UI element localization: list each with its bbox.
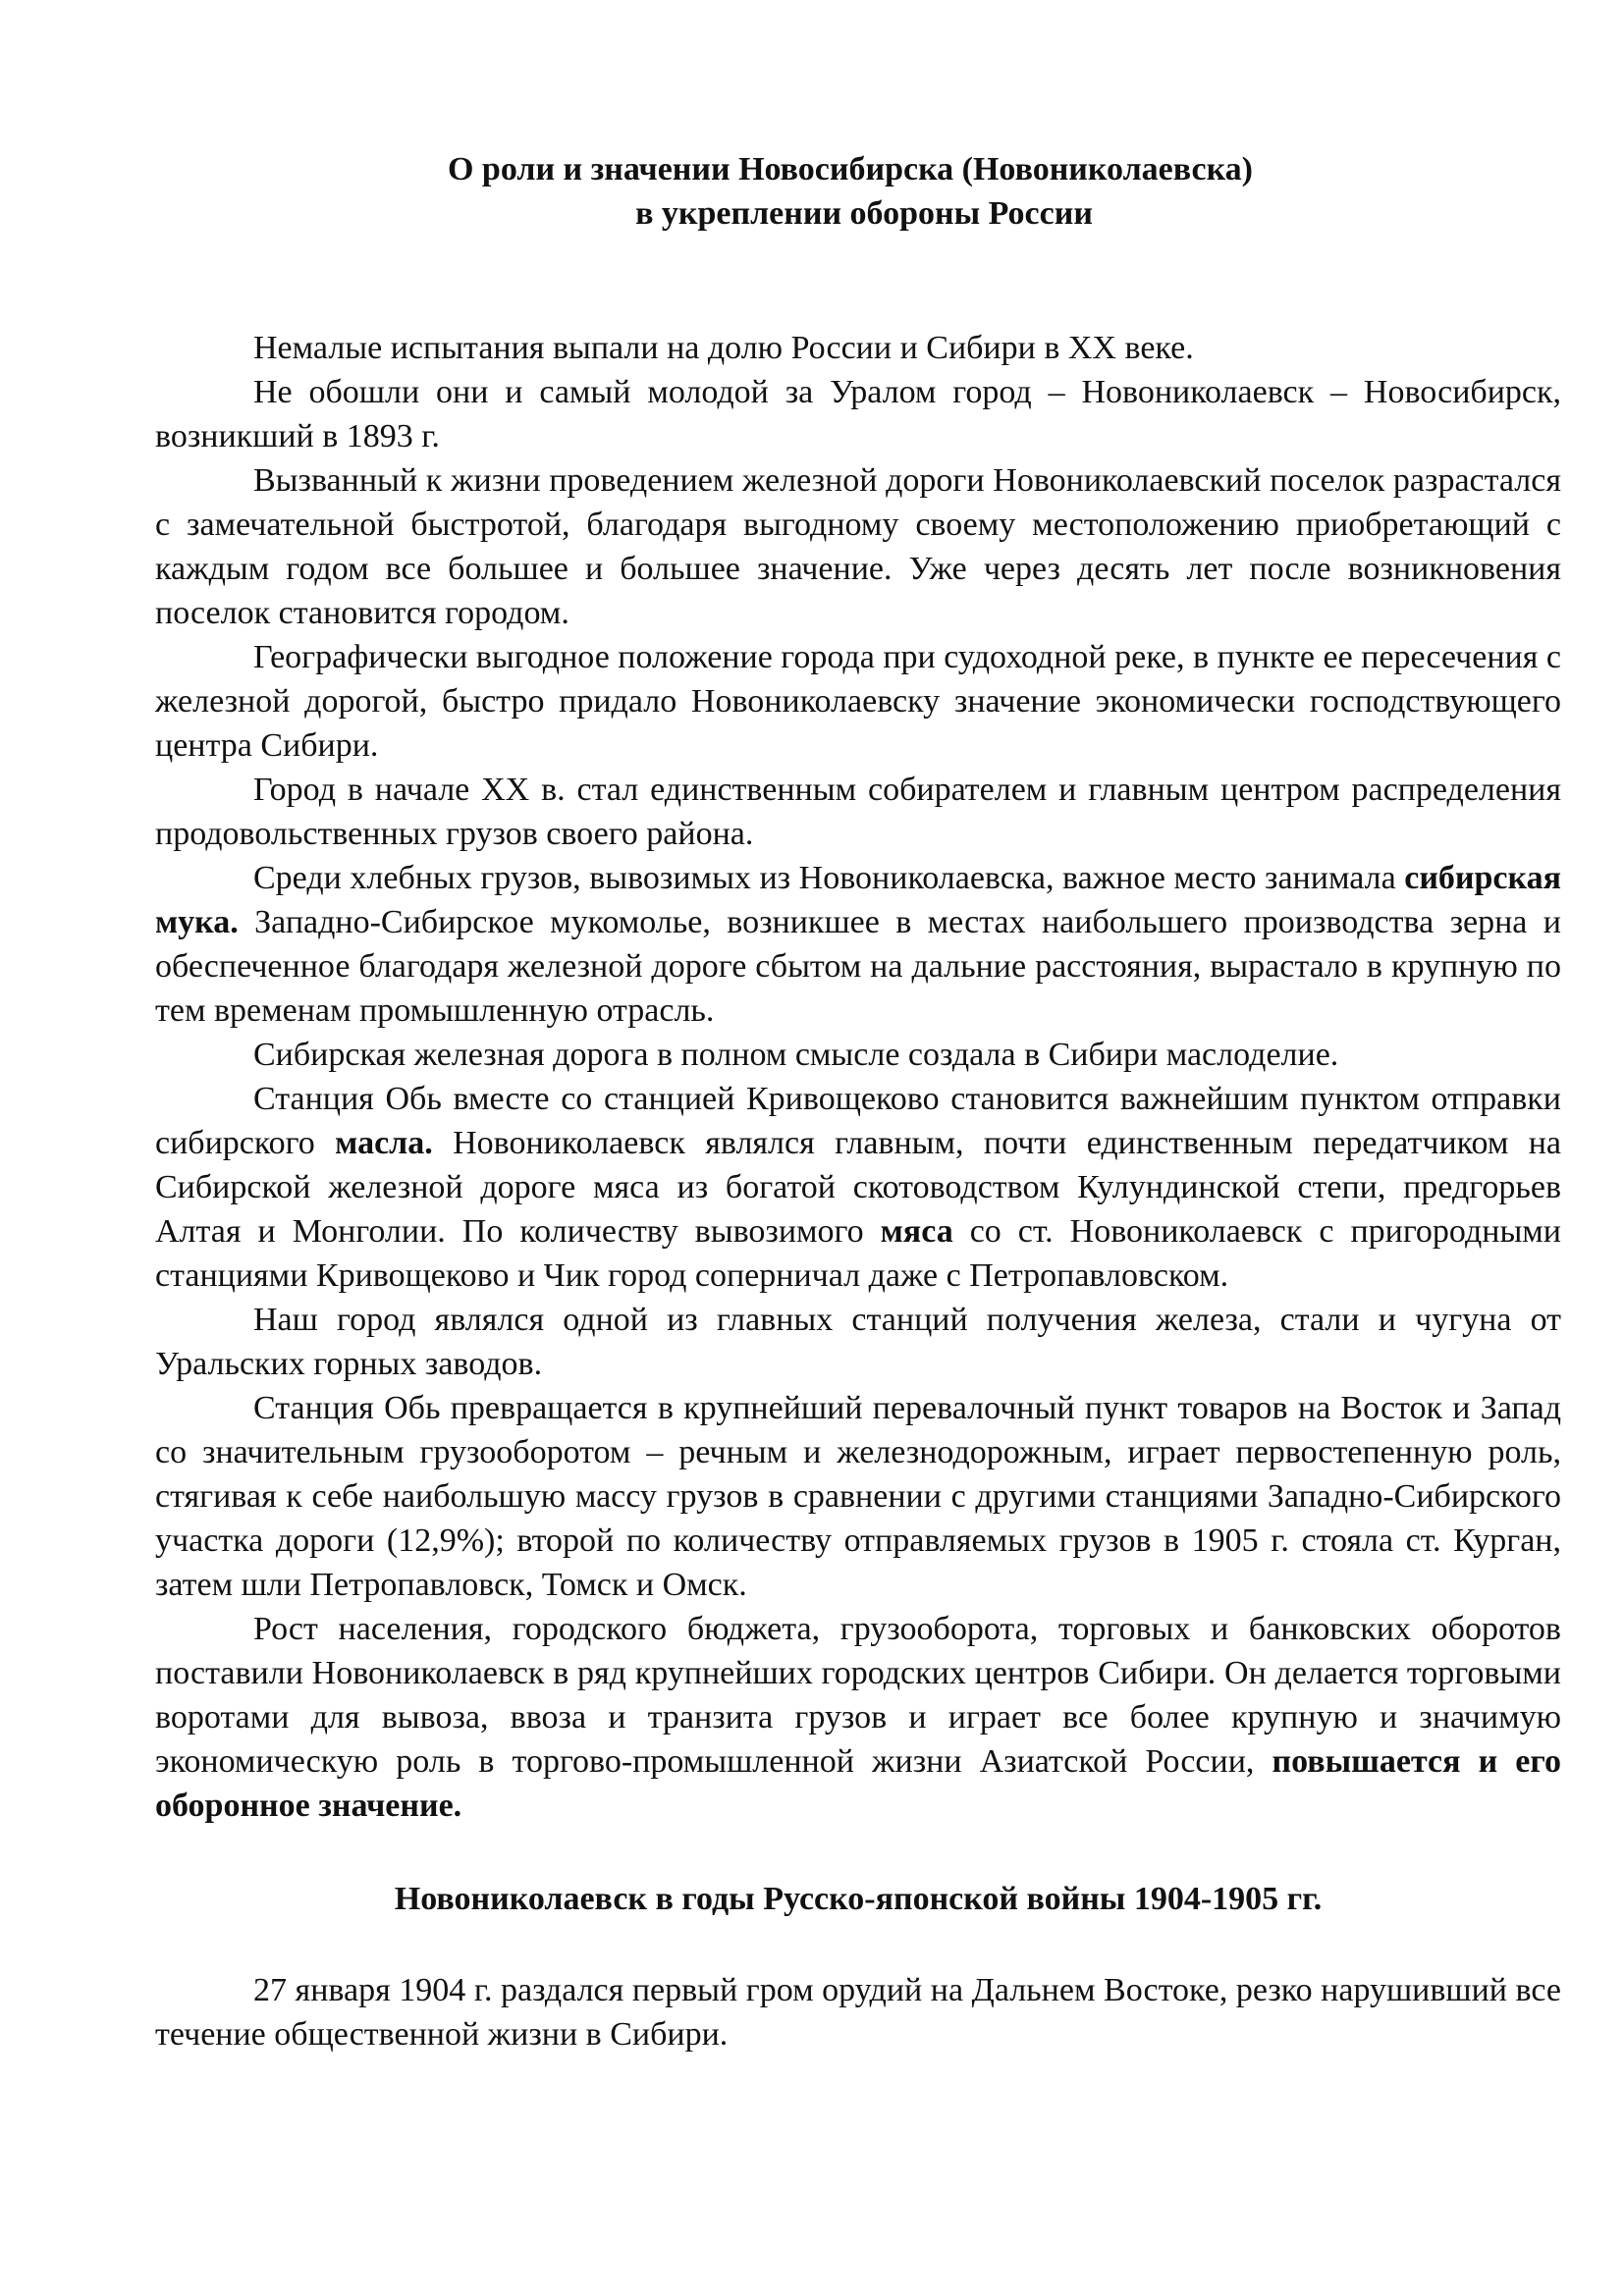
section-heading: Новониколаевск в годы Русско-японской войны 1904-1905 гг. (394, 1881, 1323, 1917)
paragraph-text: Вызванный к жизни проведением железной дороги Новониколаевский поселок разрастался с замечательной быстротой, благодаря выгодному своему местоположению приобретающий с каждым годом все большее и большее значение. Уже через десять лет после возникновения поселок становится городом. (155, 462, 1561, 631)
paragraph (155, 856, 1561, 1033)
paragraph (155, 1077, 1561, 1298)
paragraph-text: со ст. Новониколаевск с пригородными станциями Кривощеково и Чик город соперничал даже с Петропавловском. (155, 1213, 1562, 1294)
paragraph-text: 27 января 1904 г. раздался первый гром орудий на Дальнем Востоке, резко нарушивший все течение общественной жизни в Сибири. (155, 1972, 1561, 2053)
paragraph-text: Рост населения, городского бюджета, грузооборота, торговых и банковских оборотов поставили Новониколаевск в ряд крупнейших городских центров Сибири. Он делается торговыми воротами для вывоза, ввоза и транзита грузов и играет все более крупную и значимую экономическую роль в торгово-промышленной жизни Азиатской России, (155, 1611, 1561, 1780)
paragraph (155, 635, 1561, 768)
emphasis-butter: масла. (335, 1125, 433, 1161)
paragraph (155, 1298, 1561, 1386)
paragraph-text: Западно-Сибирское мукомолье, возникшее в местах наибольшего производства зерна и обеспеченное благодаря железной дороге сбытом на дальние расстояния, вырастало в крупную по тем временам промышленную отрасль. (155, 904, 1561, 1029)
paragraph (155, 1968, 1561, 2056)
paragraph (155, 1386, 1561, 1607)
paragraph-text: Сибирская железная дорога в полном смысле создала в Сибири маслоделие. (253, 1037, 1339, 1073)
document-page (155, 147, 1561, 2056)
paragraph-text: Немалые испытания выпали на долю России и Сибири в XX веке. (253, 330, 1194, 366)
paragraph-text: Станция Обь вместе со станцией Кривощеково становится важнейшим пунктом отправки сибирского (155, 1081, 1561, 1161)
paragraph-text: Город в начале XX в. стал единственным собирателем и главным центром распределения продовольственных грузов своего района. (155, 772, 1561, 852)
paragraph (155, 1607, 1561, 1828)
title-line-1: О роли и значении Новосибирска (Новониколаевска) (447, 151, 1254, 187)
title-line-2: в укреплении обороны России (635, 195, 1093, 232)
emphasis-defense: повышается и его оборонное значение. (155, 1743, 1561, 1824)
emphasis-flour: сибирская мука. (155, 860, 1561, 940)
paragraph-text: Станция Обь превращается в крупнейший перевалочный пункт товаров на Восток и Запад со значительным грузооборотом – речным и железнодорожным, играет первостепенную роль, стягивая к себе наибольшую массу грузов в сравнении с другими станциями Западно-Сибирского участка дороги (12,9%); второй по количеству отправляемых грузов в 1905 г. стояла ст. Курган, затем шли Петропавловск, Томск и Омск. (155, 1390, 1561, 1603)
paragraph (155, 1033, 1561, 1077)
paragraph-text: Наш город являлся одной из главных станций получения железа, стали и чугуна от Уральских горных заводов. (155, 1302, 1561, 1382)
paragraph (155, 370, 1561, 458)
paragraph (155, 768, 1561, 856)
paragraph (155, 458, 1561, 635)
paragraph-text: Среди хлебных грузов, вывозимых из Новониколаевска, важное место занимала (253, 860, 1405, 896)
emphasis-meat: мяса (880, 1213, 953, 1250)
paragraph-text: Географически выгодное положение города при судоходной реке, в пункте ее пересечения с железной дорогой, быстро придало Новониколаевску значение экономически господствующего центра Сибири. (155, 639, 1561, 764)
paragraph (155, 326, 1561, 370)
document-title (155, 147, 1561, 236)
paragraph-text: Новониколаевск являлся главным, почти единственным передатчиком на Сибирской железной дороге мяса из богатой скотоводством Кулундинской степи, предгорьев Алтая и Монголии. По количеству вывозимого (155, 1125, 1561, 1250)
paragraph-text: Не обошли они и самый молодой за Уралом город – Новониколаевск – Новосибирск, возникший в 1893 г. (155, 374, 1561, 454)
